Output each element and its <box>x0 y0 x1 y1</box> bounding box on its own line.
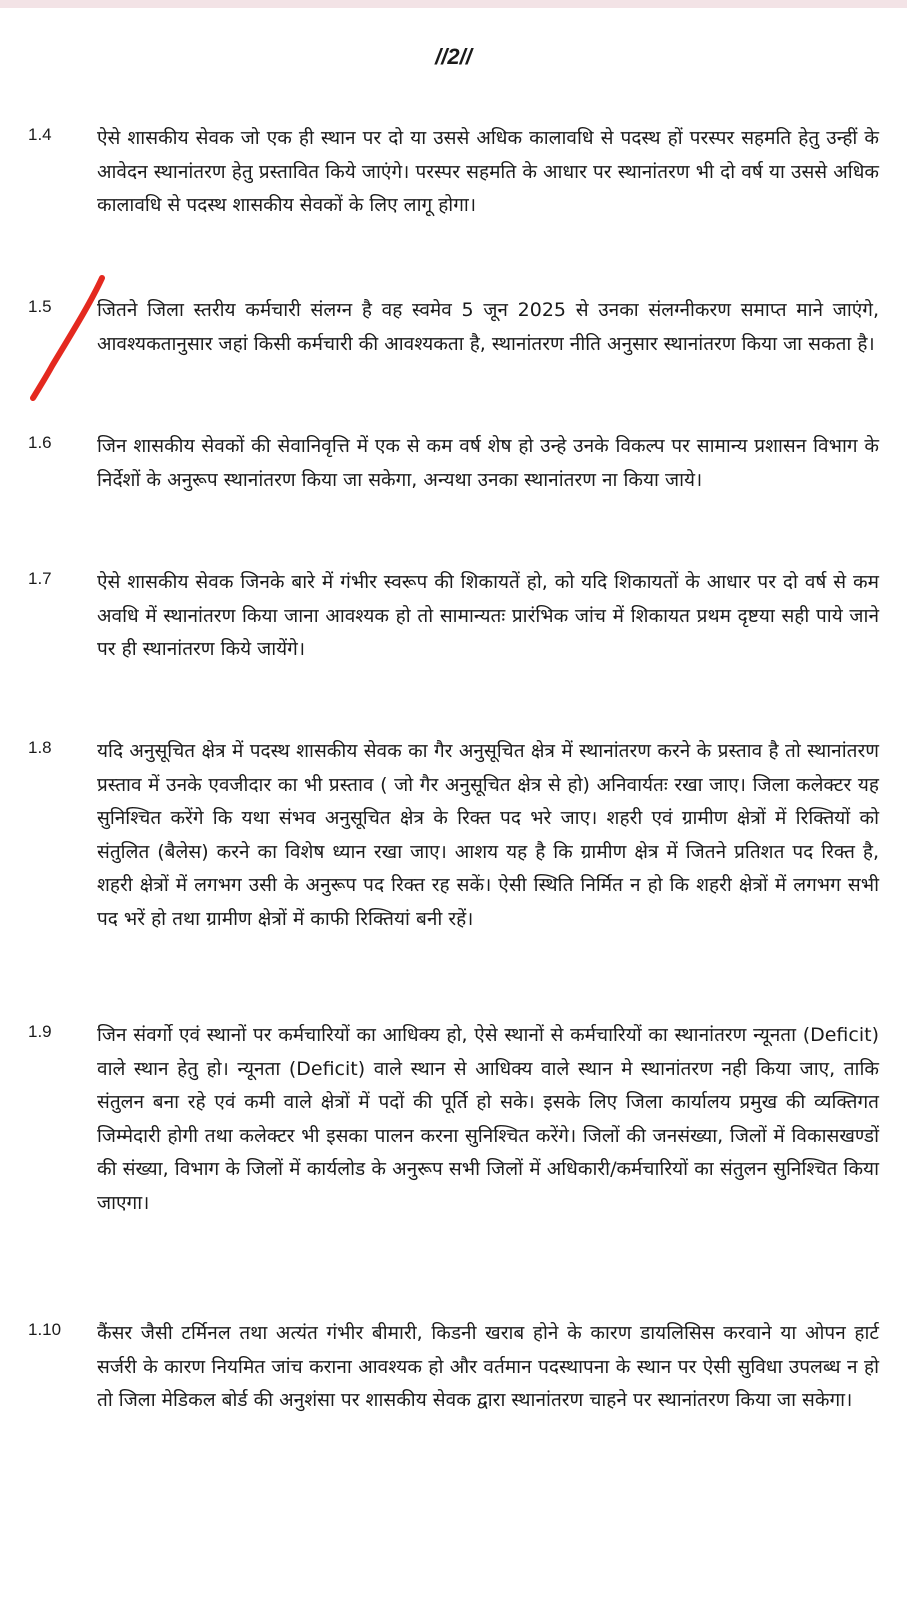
clause-number: 1.8 <box>28 738 52 757</box>
clause-number: 1.10 <box>28 1320 62 1339</box>
clause-text: यदि अनुसूचित क्षेत्र में पदस्थ शासकीय सेवक का गैर अनुसूचित क्षेत्र में स्थानांतरण करने के प्रस्ताव है तो स्थानांतरण प्रस्ताव में उनके एवजीदार का भी प्रस्ताव ( जो गैर अनुसूचित क्षेत्र से हो) अनिवार्यतः रखा जाए। जिला कलेक्टर यह सुनिश्चित करेंगे कि यथा संभव अनुसूचित क्षेत्र के रिक्त पद भरे जाए। शहरी एवं ग्रामीण क्षेत्रों में रिक्तियों को संतुलित (बैलेस) करने का विशेष ध्यान रखा जाए। आशय यह है कि ग्रामीण क्षेत्र में जितने प्रतिशत पद रिक्त है, शहरी क्षेत्रों में लगभग उसी के अनुरूप पद रिक्त रह सकें। ऐसी स्थिति निर्मित न हो कि शहरी क्षेत्रों में लगभग सभी पद भरें हो तथा ग्रामीण क्षेत्रों में काफी रिक्तियां बनी रहें। <box>97 740 879 930</box>
clause-text: जितने जिला स्तरीय कर्मचारी संलग्न है वह स्वमेव 5 जून 2025 से उनका संलग्नीकरण समाप्त माने जाएंगे, आवश्यकतानुसार जहां किसी कर्मचारी की आवश्यकता है, स्थानांतरण नीति अनुसार स्थानांतरण किया जा सकता है। <box>97 299 879 355</box>
clause-text: ऐसे शासकीय सेवक जो एक ही स्थान पर दो या उससे अधिक कालावधि से पदस्थ हों परस्पर सहमति हेतु उन्हीं के आवेदन स्थानांतरण हेतु प्रस्तावित किये जाएंगे। परस्पर सहमति के आधार पर स्थानांतरण भी दो वर्ष या उससे अधिक कालावधि से पदस्थ शासकीय सेवकों के लिए लागू होगा। <box>97 127 879 217</box>
clause-text: जिन संवर्गो एवं स्थानों पर कर्मचारियों का आधिक्य हो, ऐसे स्थानों से कर्मचारियों का स्थानांतरण न्यूनता (Deficit) वाले स्थान हेतु हो। न्यूनता (Deficit) वाले स्थान से आधिक्य वाले स्थान मे स्थानांतरण नही किया जाए, ताकि संतुलन बना रहे एवं कमी वाले क्षेत्रों में पदों की पूर्ति हो सके। इसके लिए जिला कार्यालय प्रमुख की व्यक्तिगत जिम्मेदारी होगी तथा कलेक्टर भी इसका पालन करना सुनिश्चित करेंगे। जिलों की जनसंख्या, जिलों में विकासखण्डों की संख्या, विभाग के जिलों में कार्यलोड के अनुरूप सभी जिलों में अधिकारी/कर्मचारियों का संतुलन सुनिश्चित किया जाएगा। <box>97 1024 879 1214</box>
clause-number: 1.7 <box>28 569 52 588</box>
clause-text: जिन शासकीय सेवकों की सेवानिवृत्ति में एक से कम वर्ष शेष हो उन्हे उनके विकल्प पर सामान्य प्रशासन विभाग के निर्देशों के अनुरूप स्थानांतरण किया जा सकेगा, अन्यथा उनका स्थानांतरण ना किया जाये। <box>97 435 879 491</box>
clause-text: ऐसे शासकीय सेवक जिनके बारे में गंभीर स्वरूप की शिकायतें हो, को यदि शिकायतों के आधार पर दो वर्ष से कम अवधि में स्थानांतरण किया जाना आवश्यक हो तो सामान्यतः प्रारंभिक जांच में शिकायत प्रथम दृष्टया सही पाये जाने पर ही स्थानांतरण किये जायेंगे। <box>97 571 879 661</box>
clause-number: 1.4 <box>28 125 52 144</box>
page-number: //2// <box>435 44 472 69</box>
clause-number: 1.9 <box>28 1022 52 1041</box>
clause-text: कैंसर जैसी टर्मिनल तथा अत्यंत गंभीर बीमारी, किडनी खराब होने के कारण डायलिसिस करवाने या ओपन हार्ट सर्जरी के कारण नियमित जांच कराना आवश्यक हो और वर्तमान पदस्थापना के स्थान पर ऐसी सुविधा उपलब्ध न हो तो जिला मेडिकल बोर्ड की अनुशंसा पर शासकीय सेवक द्वारा स्थानांतरण चाहने पर स्थानांतरण किया जा सकेगा। <box>97 1322 879 1412</box>
pen-mark <box>24 274 114 404</box>
pen-stroke <box>33 278 102 398</box>
clause-number: 1.5 <box>28 297 52 316</box>
clause-number: 1.6 <box>28 433 52 452</box>
top-band <box>0 0 907 8</box>
